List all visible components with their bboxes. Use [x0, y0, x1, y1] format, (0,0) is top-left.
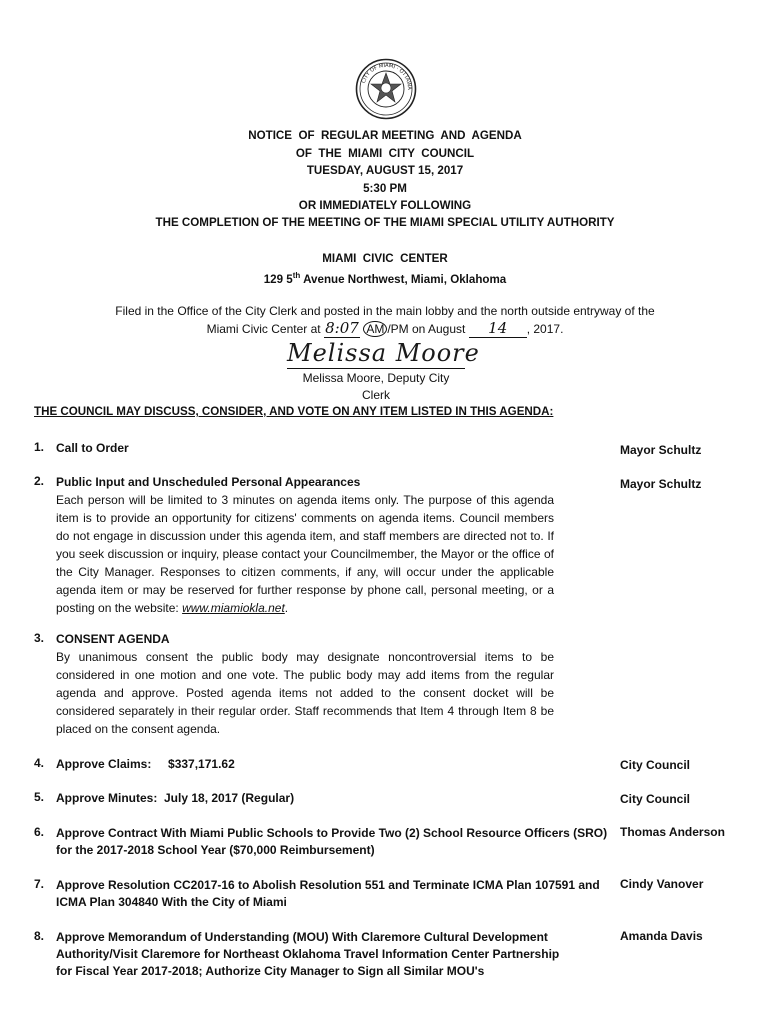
item-8-title: Approve Memorandum of Understanding (MOU) With Claremore Cultural Development Authority/Visit Claremore for Northeast Oklahoma Travel Information Center Partnership for Fiscal Year 2017-2018; Authorize City Manager to Sign all Similar MOU's [56, 930, 560, 978]
item-8-presenter: Amanda Davis [620, 929, 703, 943]
seal-text: CITY OF MIAMI · OTTAWA [360, 62, 413, 91]
posting-line-2: Miami Civic Center at 8:07 AM /PM on August 14 , 2017. [206, 319, 564, 337]
item-6-title: Approve Contract With Miami Public Schools to Provide Two (2) School Resource Officers (SRO) for the 2017-2018 School Year ($70,000 Reimbursement) [56, 826, 608, 857]
item-5-presenter: City Council [620, 792, 691, 806]
item-2-title: Public Input and Unscheduled Personal Appearances [56, 475, 361, 489]
item-3-title: CONSENT AGENDA [56, 632, 170, 646]
signer-name: Melissa Moore, Deputy City Clerk [302, 371, 450, 402]
item-7-presenter: Cindy Vanover [620, 877, 704, 891]
item-8-number: 8. [34, 929, 45, 943]
venue-address: 129 5th Avenue Northwest, Miami, Oklahoma [263, 271, 507, 286]
item-2-number: 2. [34, 474, 45, 488]
posting-line-1: Filed in the Office of the City Clerk and posted in the main lobby and the north outside entryway of the [115, 304, 655, 318]
item-6-number: 6. [34, 825, 45, 839]
item-7-number: 7. [34, 877, 45, 891]
handwritten-signature: Melissa Moore [287, 339, 480, 367]
agenda-notice: THE COUNCIL MAY DISCUSS, CONSIDER, AND VOTE ON ANY ITEM LISTED IN THIS AGENDA: [34, 405, 554, 418]
header-line-3: TUESDAY, AUGUST 15, 2017 [306, 164, 464, 177]
header-line-4: 5:30 PM [363, 182, 407, 195]
city-seal [355, 58, 417, 120]
venue-name: MIAMI CIVIC CENTER [322, 252, 448, 265]
item-3-number: 3. [34, 631, 45, 645]
item-4-number: 4. [34, 756, 45, 770]
header-line-1: NOTICE OF REGULAR MEETING AND AGENDA [248, 129, 522, 142]
item-1-title: Call to Order [56, 441, 129, 455]
item-5-number: 5. [34, 790, 45, 804]
item-1-presenter: Mayor Schultz [620, 443, 702, 457]
header-line-2: OF THE MIAMI CITY COUNCIL [295, 147, 475, 160]
header-line-6: THE COMPLETION OF THE MEETING OF THE MIAMI SPECIAL UTILITY AUTHORITY [155, 216, 615, 229]
item-5-title: Approve Minutes: July 18, 2017 (Regular) [56, 791, 295, 805]
item-2-presenter: Mayor Schultz [620, 477, 702, 491]
am-circled: AM [363, 321, 387, 337]
item-4-title: Approve Claims: $337,171.62 [56, 757, 235, 771]
item-4-presenter: City Council [620, 758, 691, 772]
item-6-presenter: Thomas Anderson [620, 825, 725, 839]
item-2-description: Each person will be limited to 3 minutes on agenda items only. The purpose of this agenda item is to provide an opportunity for citizens' comments on agenda items. Council members do not engage in discussion under this agenda item, and staff members are directed not to. If you seek discussion or inquiry, please contact your Councilmember, the Mayor or the office of the City Manager. Responses to citizen comments, if any, will occur under the applicable agenda item or may be reserved for further response by phone call, personal meeting, or a posting on the website: www.miamiokla.net. [56, 493, 554, 615]
posting-time: 8:07 [325, 319, 359, 337]
website-link[interactable]: www.miamiokla.net [182, 601, 285, 615]
item-1-number: 1. [34, 440, 45, 454]
item-7-title: Approve Resolution CC2017-16 to Abolish Resolution 551 and Terminate ICMA Plan 107591 and ICMA Plan 304840 With the City of Miami [56, 878, 600, 909]
header-line-5: OR IMMEDIATELY FOLLOWING [298, 199, 472, 212]
posting-day: 14 [469, 320, 527, 338]
item-3-description: By unanimous consent the public body may designate noncontroversial items to be considered in one motion and one vote. The public body may add items from the regular agenda and approve. Posted agenda items not added to the consent docket will be considered separately in their regular order. Staff recommends that Item 4 through Item 8 be placed on the consent agenda. [56, 650, 554, 736]
